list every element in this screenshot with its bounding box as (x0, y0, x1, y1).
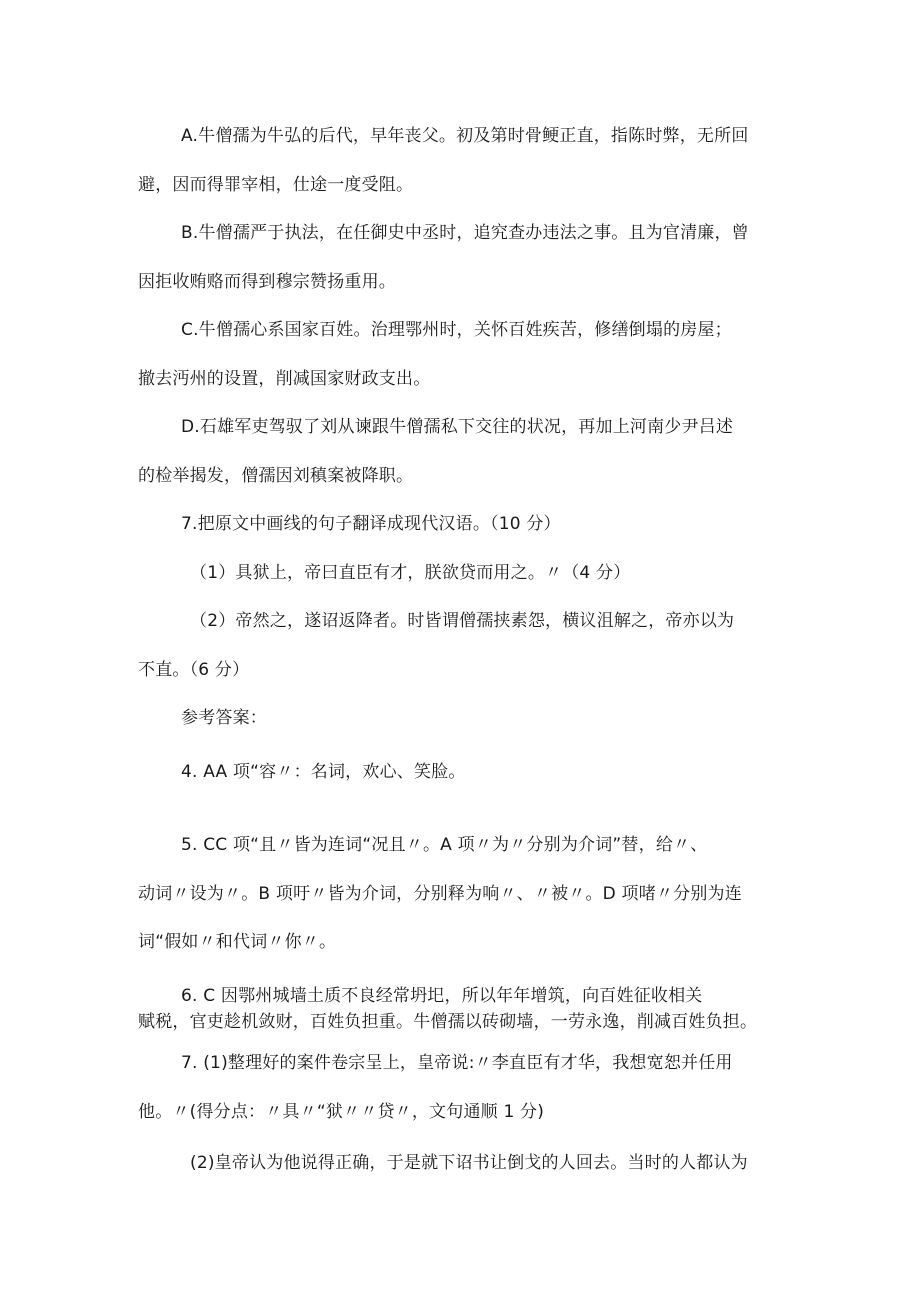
answer-4: 4. AA 项“容〃：名词，欢心、笑脸。 (181, 762, 466, 782)
option-b-line2: 因拒收贿赂而得到穆宗赞扬重用。 (138, 272, 396, 292)
option-a-line2: 避，因而得罪宰相，仕途一度受阻。 (138, 175, 414, 195)
question7-item2-line1: （2）帝然之，遂诏返降者。时皆谓僧孺挟素怨，横议沮解之，帝亦以为 (190, 611, 735, 631)
question7-item2-line2: 不直。（6 分） (138, 660, 250, 680)
option-d-line2: 的检举揭发，僧孺因刘稹案被降职。 (138, 466, 414, 486)
option-b-line1: B.牛僧孺严于执法，在任御史中丞时，追究查办违法之事。且为官清廉，曾 (181, 223, 749, 243)
question7-title: 7.把原文中画线的句子翻译成现代汉语。（10 分） (181, 514, 561, 534)
option-a-line1: A.牛僧孺为牛弘的后代，早年丧父。初及第时骨鲠正直，指陈时弊，无所回 (181, 126, 749, 146)
answer-7-line3: (2)皇帝认为他说得正确，于是就下诏书让倒戈的人回去。当时的人都认为 (190, 1153, 748, 1173)
option-c-line1: C.牛僧孺心系国家百姓。治理鄂州时，关怀百姓疾苦，修缮倒塌的房屋； (181, 320, 732, 340)
question7-item1: （1）具狱上，帝曰直臣有才，朕欲贷而用之。〃（4 分） (190, 563, 631, 583)
option-d-line1: D.石雄军吏驾驭了刘从谏跟牛僧孺私下交往的状况，再加上河南少尹吕述 (181, 417, 734, 437)
answers-heading: 参考答案： (181, 708, 267, 728)
answer-7-line2: 他。〃(得分点：〃具〃“狱〃〃贷〃，文句通顺 1 分) (138, 1102, 545, 1122)
answer-5-line2: 动词〃设为〃。B 项吁〃皆为介词，分别释为响〃、〃被〃。D 项啫〃分别为连 (138, 884, 742, 904)
option-c-line2: 撤去沔州的设置，削减国家财政支出。 (138, 369, 431, 389)
answer-5-line3: 词“假如〃和代词〃你〃。 (138, 932, 337, 952)
answer-6-line2: 赋税，官吏趁机敛财，百姓负担重。牛僧孺以砖砌墙，一劳永逸，削减百姓负担。 (138, 1012, 758, 1032)
answer-6-line1: 6. C 因鄂州城墙土质不良经常坍圯，所以年年增筑，向百姓征收相关 (181, 986, 703, 1006)
answer-5-line1: 5. CC 项“且〃皆为连词“况且〃。A 项〃为〃分别为介词”替，给〃、 (181, 835, 708, 855)
answer-7-line1: 7. (1)整理好的案件卷宗呈上，皇帝说:〃李直臣有才华，我想宽恕并任用 (181, 1053, 733, 1073)
